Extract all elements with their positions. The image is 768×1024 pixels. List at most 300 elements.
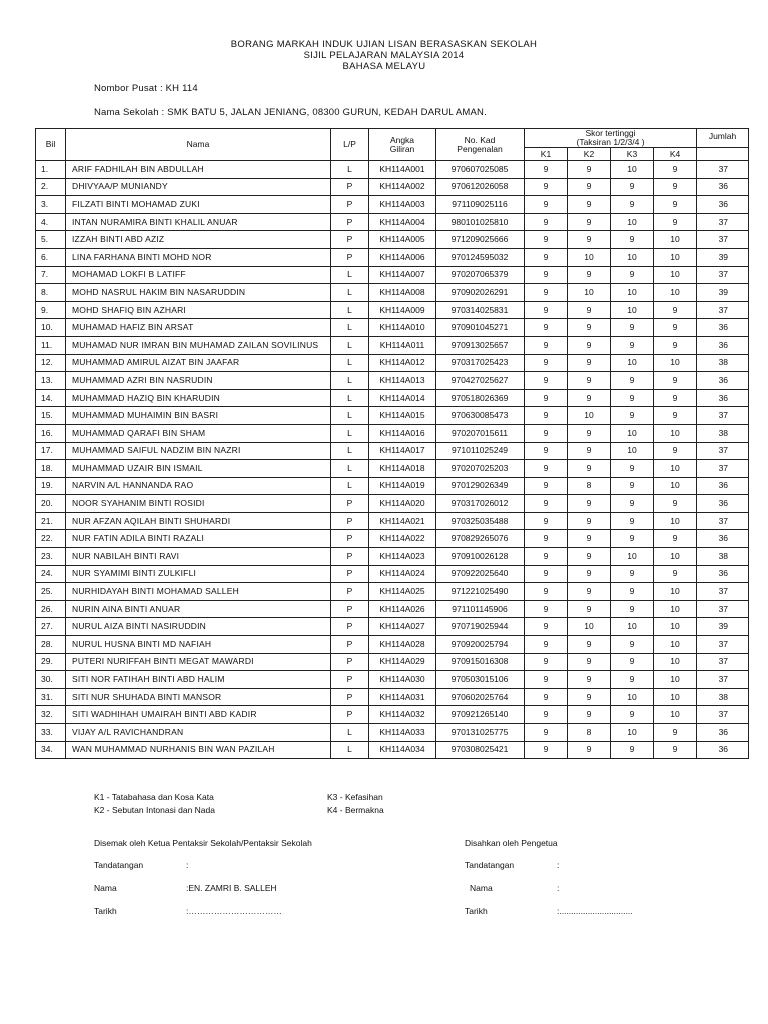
cell-k4: 9 bbox=[654, 372, 697, 390]
cell-k1: 9 bbox=[525, 231, 568, 249]
cell-angka-giliran: KH114A011 bbox=[369, 336, 436, 354]
cell-bil: 29. bbox=[36, 653, 66, 671]
cell-k2: 9 bbox=[568, 636, 611, 654]
cell-k1: 9 bbox=[525, 407, 568, 425]
cell-k3: 10 bbox=[611, 424, 654, 442]
cell-k1: 9 bbox=[525, 724, 568, 742]
cell-k2: 9 bbox=[568, 213, 611, 231]
cell-k1: 9 bbox=[525, 424, 568, 442]
cell-k1: 9 bbox=[525, 301, 568, 319]
cell-k1: 9 bbox=[525, 600, 568, 618]
cell-nama: NUR NABILAH BINTI RAVI bbox=[66, 548, 331, 566]
cell-k1: 9 bbox=[525, 565, 568, 583]
cell-k1: 9 bbox=[525, 442, 568, 460]
cell-angka-giliran: KH114A022 bbox=[369, 530, 436, 548]
table-row bbox=[36, 565, 749, 583]
cell-bil: 5. bbox=[36, 231, 66, 249]
cell-bil: 7. bbox=[36, 266, 66, 284]
cell-k4: 10 bbox=[654, 512, 697, 530]
cell-lp: L bbox=[331, 460, 369, 478]
cell-bil: 13. bbox=[36, 372, 66, 390]
right-tandatangan-label: Tandatangan bbox=[465, 860, 515, 870]
cell-nama: SITI WADHIHAH UMAIRAH BINTI ABD KADIR bbox=[66, 706, 331, 724]
cell-k4: 10 bbox=[654, 548, 697, 566]
cell-nama: MUHAMAD HAFIZ BIN ARSAT bbox=[66, 319, 331, 337]
cell-nama: FILZATI BINTI MOHAMAD ZUKI bbox=[66, 196, 331, 214]
header-kad-line1: No. Kad bbox=[464, 134, 496, 145]
cell-k1: 9 bbox=[525, 161, 568, 179]
cell-k4: 9 bbox=[654, 407, 697, 425]
cell-nama: ARIF FADHILAH BIN ABDULLAH bbox=[66, 161, 331, 179]
header-bil: Bil bbox=[36, 129, 66, 161]
cell-bil: 25. bbox=[36, 583, 66, 601]
cell-k4: 9 bbox=[654, 495, 697, 513]
cell-angka-giliran: KH114A028 bbox=[369, 636, 436, 654]
cell-k1: 9 bbox=[525, 741, 568, 759]
cell-angka-giliran: KH114A016 bbox=[369, 424, 436, 442]
cell-nama: NUR SYAMIMI BINTI ZULKIFLI bbox=[66, 565, 331, 583]
cell-k3: 9 bbox=[611, 336, 654, 354]
cell-jumlah: 37 bbox=[697, 512, 749, 530]
cell-nama: NURIN AINA BINTI ANUAR bbox=[66, 600, 331, 618]
cell-bil: 11. bbox=[36, 336, 66, 354]
cell-bil: 32. bbox=[36, 706, 66, 724]
cell-nama: MOHD SHAFIQ BIN AZHARI bbox=[66, 301, 331, 319]
cell-k4: 9 bbox=[654, 442, 697, 460]
cell-lp: P bbox=[331, 688, 369, 706]
cell-angka-giliran: KH114A009 bbox=[369, 301, 436, 319]
right-nama-value: : bbox=[557, 883, 560, 893]
cell-k2: 9 bbox=[568, 688, 611, 706]
cell-k2: 10 bbox=[568, 407, 611, 425]
cell-bil: 16. bbox=[36, 424, 66, 442]
cell-no-kad: 970612026058 bbox=[436, 178, 525, 196]
cell-k2: 9 bbox=[568, 565, 611, 583]
cell-k2: 9 bbox=[568, 706, 611, 724]
cell-jumlah: 36 bbox=[697, 565, 749, 583]
cell-angka-giliran: KH114A014 bbox=[369, 389, 436, 407]
cell-k3: 10 bbox=[611, 688, 654, 706]
cell-angka-giliran: KH114A027 bbox=[369, 618, 436, 636]
cell-k2: 10 bbox=[568, 618, 611, 636]
cell-k1: 9 bbox=[525, 372, 568, 390]
cell-no-kad: 971221025490 bbox=[436, 583, 525, 601]
cell-nama: MUHAMAD NUR IMRAN BIN MUHAMAD ZAILAN SOVILINUS bbox=[66, 336, 331, 354]
cell-no-kad: 970913025657 bbox=[436, 336, 525, 354]
cell-k2: 9 bbox=[568, 424, 611, 442]
title-line-3: BAHASA MELAYU bbox=[342, 61, 426, 72]
header-k3: K3 bbox=[611, 148, 654, 161]
cell-lp: L bbox=[331, 424, 369, 442]
cell-k4: 10 bbox=[654, 671, 697, 689]
cell-nama: WAN MUHAMMAD NURHANIS BIN WAN PAZILAH bbox=[66, 741, 331, 759]
cell-jumlah: 36 bbox=[697, 389, 749, 407]
cell-no-kad: 970308025421 bbox=[436, 741, 525, 759]
table-row bbox=[36, 512, 749, 530]
cell-k2: 9 bbox=[568, 301, 611, 319]
cell-lp: P bbox=[331, 548, 369, 566]
cell-bil: 9. bbox=[36, 301, 66, 319]
header-lp: L/P bbox=[331, 129, 369, 161]
nama-sekolah: Nama Sekolah : SMK BATU 5, JALAN JENIANG, 08300 GURUN, KEDAH DARUL AMAN. bbox=[94, 107, 487, 118]
cell-k3: 10 bbox=[611, 301, 654, 319]
cell-nama: IZZAH BINTI ABD AZIZ bbox=[66, 231, 331, 249]
cell-k4: 10 bbox=[654, 618, 697, 636]
cell-lp: P bbox=[331, 178, 369, 196]
cell-k2: 9 bbox=[568, 231, 611, 249]
cell-jumlah: 37 bbox=[697, 460, 749, 478]
cell-angka-giliran: KH114A007 bbox=[369, 266, 436, 284]
cell-angka-giliran: KH114A015 bbox=[369, 407, 436, 425]
cell-bil: 6. bbox=[36, 248, 66, 266]
cell-lp: P bbox=[331, 512, 369, 530]
header-skor-line1: Skor tertinggi bbox=[585, 128, 636, 138]
cell-k2: 9 bbox=[568, 442, 611, 460]
cell-lp: P bbox=[331, 653, 369, 671]
cell-bil: 24. bbox=[36, 565, 66, 583]
cell-k4: 10 bbox=[654, 424, 697, 442]
cell-lp: P bbox=[331, 671, 369, 689]
cell-k3: 9 bbox=[611, 389, 654, 407]
cell-k4: 9 bbox=[654, 178, 697, 196]
table-row bbox=[36, 196, 749, 214]
left-sig-heading: Disemak oleh Ketua Pentaksir Sekolah/Pentaksir Sekolah bbox=[94, 838, 312, 848]
cell-k1: 9 bbox=[525, 618, 568, 636]
cell-lp: L bbox=[331, 477, 369, 495]
table-row bbox=[36, 460, 749, 478]
cell-bil: 34. bbox=[36, 741, 66, 759]
cell-no-kad: 970915016308 bbox=[436, 653, 525, 671]
table-row bbox=[36, 636, 749, 654]
cell-k4: 9 bbox=[654, 741, 697, 759]
cell-k3: 9 bbox=[611, 671, 654, 689]
cell-no-kad: 970829265076 bbox=[436, 530, 525, 548]
cell-no-kad: 970630085473 bbox=[436, 407, 525, 425]
left-nama-label: Nama bbox=[94, 883, 117, 893]
cell-k1: 9 bbox=[525, 178, 568, 196]
table-row bbox=[36, 706, 749, 724]
cell-jumlah: 37 bbox=[697, 583, 749, 601]
cell-lp: P bbox=[331, 213, 369, 231]
cell-k3: 9 bbox=[611, 196, 654, 214]
cell-k3: 9 bbox=[611, 653, 654, 671]
table-row bbox=[36, 319, 749, 337]
cell-k1: 9 bbox=[525, 248, 568, 266]
cell-angka-giliran: KH114A030 bbox=[369, 671, 436, 689]
cell-lp: P bbox=[331, 618, 369, 636]
cell-k4: 9 bbox=[654, 319, 697, 337]
cell-bil: 18. bbox=[36, 460, 66, 478]
cell-no-kad: 970607025085 bbox=[436, 161, 525, 179]
cell-nama: MUHAMMAD QARAFI BIN SHAM bbox=[66, 424, 331, 442]
cell-nama: SITI NOR FATIHAH BINTI ABD HALIM bbox=[66, 671, 331, 689]
cell-no-kad: 970921265140 bbox=[436, 706, 525, 724]
cell-jumlah: 39 bbox=[697, 248, 749, 266]
left-tarikh-value: :…………………………… bbox=[186, 906, 282, 916]
table-row bbox=[36, 671, 749, 689]
header-jumlah-empty bbox=[697, 148, 749, 161]
left-tandatangan-label: Tandatangan bbox=[94, 860, 144, 870]
cell-jumlah: 38 bbox=[697, 354, 749, 372]
cell-jumlah: 39 bbox=[697, 284, 749, 302]
table-row bbox=[36, 354, 749, 372]
cell-k4: 10 bbox=[654, 706, 697, 724]
cell-k4: 10 bbox=[654, 354, 697, 372]
cell-nama: MOHAMAD LOKFI B LATIFF bbox=[66, 266, 331, 284]
cell-nama: VIJAY A/L RAVICHANDRAN bbox=[66, 724, 331, 742]
cell-no-kad: 970427025627 bbox=[436, 372, 525, 390]
cell-no-kad: 980101025810 bbox=[436, 213, 525, 231]
right-nama-label: Nama bbox=[470, 883, 493, 893]
cell-k1: 9 bbox=[525, 284, 568, 302]
cell-angka-giliran: KH114A004 bbox=[369, 213, 436, 231]
cell-k3: 9 bbox=[611, 583, 654, 601]
cell-angka-giliran: KH114A023 bbox=[369, 548, 436, 566]
cell-no-kad: 971011025249 bbox=[436, 442, 525, 460]
header-skor-line2: (Taksiran 1/2/3/4 ) bbox=[576, 137, 645, 147]
cell-jumlah: 36 bbox=[697, 336, 749, 354]
cell-angka-giliran: KH114A013 bbox=[369, 372, 436, 390]
cell-bil: 10. bbox=[36, 319, 66, 337]
cell-k3: 10 bbox=[611, 161, 654, 179]
cell-bil: 22. bbox=[36, 530, 66, 548]
header-angka-giliran bbox=[369, 129, 436, 161]
cell-no-kad: 971209025666 bbox=[436, 231, 525, 249]
cell-lp: L bbox=[331, 407, 369, 425]
cell-no-kad: 971101145906 bbox=[436, 600, 525, 618]
cell-k2: 9 bbox=[568, 671, 611, 689]
cell-k2: 8 bbox=[568, 477, 611, 495]
table-row bbox=[36, 372, 749, 390]
legend-k2: K2 - Sebutan Intonasi dan Nada bbox=[94, 805, 215, 815]
cell-jumlah: 37 bbox=[697, 266, 749, 284]
cell-k3: 9 bbox=[611, 512, 654, 530]
cell-jumlah: 36 bbox=[697, 741, 749, 759]
cell-angka-giliran: KH114A017 bbox=[369, 442, 436, 460]
cell-nama: INTAN NURAMIRA BINTI KHALIL ANUAR bbox=[66, 213, 331, 231]
cell-k4: 10 bbox=[654, 583, 697, 601]
cell-angka-giliran: KH114A010 bbox=[369, 319, 436, 337]
cell-bil: 15. bbox=[36, 407, 66, 425]
header-skor bbox=[525, 129, 697, 148]
cell-k2: 8 bbox=[568, 724, 611, 742]
cell-k1: 9 bbox=[525, 512, 568, 530]
cell-k1: 9 bbox=[525, 354, 568, 372]
cell-nama: NOOR SYAHANIM BINTI ROSIDI bbox=[66, 495, 331, 513]
cell-k2: 9 bbox=[568, 161, 611, 179]
cell-k2: 9 bbox=[568, 178, 611, 196]
cell-k3: 10 bbox=[611, 213, 654, 231]
cell-angka-giliran: KH114A029 bbox=[369, 653, 436, 671]
cell-k1: 9 bbox=[525, 688, 568, 706]
table-row bbox=[36, 741, 749, 759]
cell-k4: 10 bbox=[654, 688, 697, 706]
header-k4: K4 bbox=[654, 148, 697, 161]
header-kad-line2: Pengenalan bbox=[457, 143, 503, 154]
table-row bbox=[36, 231, 749, 249]
cell-k4: 10 bbox=[654, 477, 697, 495]
left-nama-value: :EN. ZAMRI B. SALLEH bbox=[186, 883, 277, 893]
table-row bbox=[36, 653, 749, 671]
cell-jumlah: 37 bbox=[697, 636, 749, 654]
cell-k1: 9 bbox=[525, 671, 568, 689]
cell-bil: 4. bbox=[36, 213, 66, 231]
cell-k2: 9 bbox=[568, 600, 611, 618]
cell-no-kad: 970124595032 bbox=[436, 248, 525, 266]
title-line-1: BORANG MARKAH INDUK UJIAN LISAN BERASASKAN SEKOLAH bbox=[230, 39, 538, 50]
cell-jumlah: 36 bbox=[697, 477, 749, 495]
cell-k4: 10 bbox=[654, 284, 697, 302]
cell-nama: MOHD NASRUL HAKIM BIN NASARUDDIN bbox=[66, 284, 331, 302]
cell-nama: MUHAMMAD HAZIQ BIN KHARUDIN bbox=[66, 389, 331, 407]
cell-jumlah: 36 bbox=[697, 530, 749, 548]
cell-no-kad: 970902026291 bbox=[436, 284, 525, 302]
cell-lp: P bbox=[331, 530, 369, 548]
cell-k1: 9 bbox=[525, 477, 568, 495]
table-row bbox=[36, 530, 749, 548]
cell-k2: 9 bbox=[568, 741, 611, 759]
cell-jumlah: 37 bbox=[697, 706, 749, 724]
cell-lp: P bbox=[331, 636, 369, 654]
cell-angka-giliran: KH114A006 bbox=[369, 248, 436, 266]
cell-jumlah: 37 bbox=[697, 600, 749, 618]
cell-k2: 9 bbox=[568, 266, 611, 284]
table-row bbox=[36, 178, 749, 196]
cell-k4: 9 bbox=[654, 161, 697, 179]
cell-no-kad: 970719025944 bbox=[436, 618, 525, 636]
cell-k3: 10 bbox=[611, 284, 654, 302]
table-row bbox=[36, 688, 749, 706]
cell-k2: 10 bbox=[568, 284, 611, 302]
cell-jumlah: 37 bbox=[697, 301, 749, 319]
cell-k4: 9 bbox=[654, 724, 697, 742]
cell-k3: 10 bbox=[611, 248, 654, 266]
cell-angka-giliran: KH114A034 bbox=[369, 741, 436, 759]
cell-k3: 9 bbox=[611, 407, 654, 425]
table-row bbox=[36, 424, 749, 442]
cell-bil: 8. bbox=[36, 284, 66, 302]
marks-table-body bbox=[36, 161, 749, 759]
cell-nama: NUR FATIN ADILA BINTI RAZALI bbox=[66, 530, 331, 548]
cell-lp: P bbox=[331, 495, 369, 513]
cell-angka-giliran: KH114A001 bbox=[369, 161, 436, 179]
cell-jumlah: 38 bbox=[697, 548, 749, 566]
cell-k2: 9 bbox=[568, 319, 611, 337]
cell-no-kad: 970503015106 bbox=[436, 671, 525, 689]
cell-k4: 10 bbox=[654, 231, 697, 249]
cell-lp: L bbox=[331, 442, 369, 460]
table-row bbox=[36, 618, 749, 636]
cell-k4: 10 bbox=[654, 460, 697, 478]
cell-no-kad: 970317026012 bbox=[436, 495, 525, 513]
cell-k3: 10 bbox=[611, 354, 654, 372]
cell-angka-giliran: KH114A020 bbox=[369, 495, 436, 513]
cell-k2: 9 bbox=[568, 460, 611, 478]
cell-lp: L bbox=[331, 266, 369, 284]
cell-k1: 9 bbox=[525, 583, 568, 601]
cell-bil: 19. bbox=[36, 477, 66, 495]
right-tandatangan-value: : bbox=[557, 860, 560, 870]
cell-lp: L bbox=[331, 372, 369, 390]
cell-k1: 9 bbox=[525, 636, 568, 654]
table-row bbox=[36, 442, 749, 460]
cell-lp: P bbox=[331, 706, 369, 724]
cell-k3: 9 bbox=[611, 178, 654, 196]
cell-lp: L bbox=[331, 284, 369, 302]
cell-jumlah: 36 bbox=[697, 724, 749, 742]
cell-lp: P bbox=[331, 565, 369, 583]
form-title bbox=[0, 39, 768, 72]
cell-k2: 9 bbox=[568, 372, 611, 390]
cell-jumlah: 37 bbox=[697, 213, 749, 231]
table-row bbox=[36, 284, 749, 302]
cell-lp: L bbox=[331, 336, 369, 354]
cell-no-kad: 970207025203 bbox=[436, 460, 525, 478]
cell-k2: 9 bbox=[568, 495, 611, 513]
cell-k3: 9 bbox=[611, 477, 654, 495]
cell-jumlah: 37 bbox=[697, 231, 749, 249]
cell-k3: 9 bbox=[611, 706, 654, 724]
cell-k4: 10 bbox=[654, 600, 697, 618]
cell-no-kad: 970325035488 bbox=[436, 512, 525, 530]
cell-lp: L bbox=[331, 354, 369, 372]
cell-bil: 12. bbox=[36, 354, 66, 372]
right-tarikh-label: Tarikh bbox=[465, 906, 488, 916]
cell-angka-giliran: KH114A002 bbox=[369, 178, 436, 196]
cell-k2: 9 bbox=[568, 196, 611, 214]
cell-k3: 10 bbox=[611, 618, 654, 636]
cell-k2: 9 bbox=[568, 583, 611, 601]
cell-lp: P bbox=[331, 248, 369, 266]
cell-k3: 9 bbox=[611, 231, 654, 249]
right-sig-heading: Disahkan oleh Pengetua bbox=[465, 838, 558, 848]
cell-bil: 1. bbox=[36, 161, 66, 179]
header-jumlah: Jumlah bbox=[697, 129, 749, 148]
cell-k1: 9 bbox=[525, 548, 568, 566]
cell-k4: 9 bbox=[654, 213, 697, 231]
cell-angka-giliran: KH114A005 bbox=[369, 231, 436, 249]
cell-lp: L bbox=[331, 161, 369, 179]
table-row bbox=[36, 548, 749, 566]
cell-k3: 9 bbox=[611, 530, 654, 548]
cell-k3: 9 bbox=[611, 636, 654, 654]
cell-k3: 9 bbox=[611, 741, 654, 759]
cell-no-kad: 970207065379 bbox=[436, 266, 525, 284]
cell-k3: 9 bbox=[611, 565, 654, 583]
cell-lp: L bbox=[331, 319, 369, 337]
cell-angka-giliran: KH114A024 bbox=[369, 565, 436, 583]
cell-nama: PUTERI NURIFFAH BINTI MEGAT MAWARDI bbox=[66, 653, 331, 671]
cell-k1: 9 bbox=[525, 460, 568, 478]
cell-k4: 9 bbox=[654, 530, 697, 548]
legend-k3: K3 - Kefasihan bbox=[327, 792, 383, 802]
cell-bil: 28. bbox=[36, 636, 66, 654]
table-row bbox=[36, 724, 749, 742]
table-row bbox=[36, 389, 749, 407]
cell-nama: DHIVYAA/P MUNIANDY bbox=[66, 178, 331, 196]
cell-k2: 9 bbox=[568, 530, 611, 548]
cell-bil: 20. bbox=[36, 495, 66, 513]
left-tandatangan-value: : bbox=[186, 860, 189, 870]
cell-jumlah: 36 bbox=[697, 178, 749, 196]
cell-jumlah: 37 bbox=[697, 442, 749, 460]
cell-nama: NURHIDAYAH BINTI MOHAMAD SALLEH bbox=[66, 583, 331, 601]
cell-nama: MUHAMMAD SAIFUL NADZIM BIN NAZRI bbox=[66, 442, 331, 460]
cell-nama: MUHAMMAD UZAIR BIN ISMAIL bbox=[66, 460, 331, 478]
table-row bbox=[36, 583, 749, 601]
cell-angka-giliran: KH114A019 bbox=[369, 477, 436, 495]
cell-no-kad: 970131025775 bbox=[436, 724, 525, 742]
